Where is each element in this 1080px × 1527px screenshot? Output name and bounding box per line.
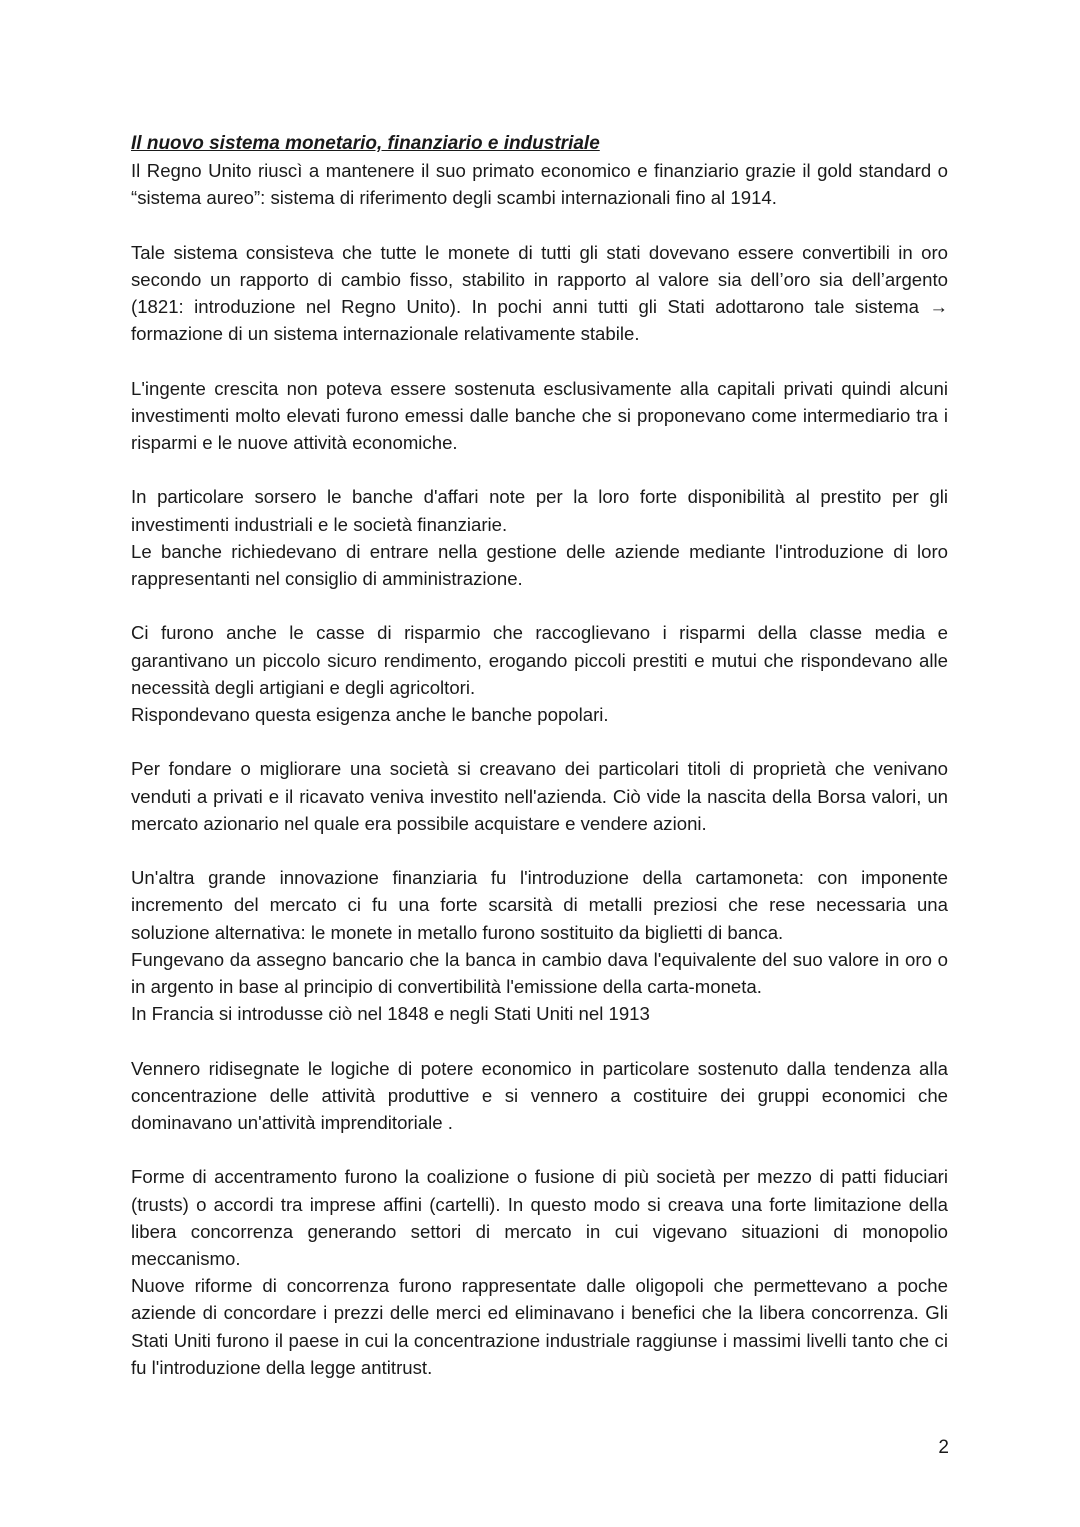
paragraph-economic-power: Vennero ridisegnate le logiche di potere economico in particolare sostenuto dalla tendenza alla concentrazione delle attività produttive e si vennero a costituire dei gruppi economici che dominavano un'attività imprenditoriale . xyxy=(131,1057,948,1133)
section-title: Il nuovo sistema monetario, finanziario e industriale xyxy=(131,133,600,154)
paragraph-trusts-cartels: Forme di accentramento furono la coalizione o fusione di più società per mezzo di patti fiduciari (trusts) o accordi tra imprese affini (cartelli). In questo modo si creava una forte limitazione della libera concorrenza generando settori di mercato in cui vigevano situazioni di monopolio meccanismo. xyxy=(131,1166,948,1269)
paragraph-paper-money: Un'altra grande innovazione finanziaria fu l'introduzione della cartamoneta: con imponente incremento del mercato ci fu una forte scarsità di metalli preziosi che rese necessaria una soluzione alternativa: le monete in metallo furono sostituito da biglietti di banca. xyxy=(131,867,948,943)
paragraph-convertibility: Tale sistema consisteva che tutte le monete di tutti gli stati dovevano essere convertibili in oro secondo un rapporto di cambio fisso, stabilito in rapporto al valore sia dell’oro sia dell’argento (1821: introduzione nel Regno Unito). In pochi anni tutti gli Stati adottarono tale sistema → formazione di un sistema internazionale relativamente stabile. xyxy=(131,241,948,345)
paragraph-savings-banks: Ci furono anche le casse di risparmio che raccoglievano i risparmi della classe media e garantivano un piccolo sicuro rendimento, erogando piccoli prestiti e mutui che rispondevano alle necessità degli artigiani e degli agricoltori. xyxy=(131,622,948,698)
paragraph-banks-intermediary: L'ingente crescita non poteva essere sostenuta esclusivamente alla capitali privati quindi alcuni investimenti molto elevati furono emessi dalle banche che si proponevano come intermediario tra i risparmi e le nuove attività economiche. xyxy=(131,377,948,453)
paragraph-france-usa: In Francia si introdusse ciò nel 1848 e negli Stati Uniti nel 1913 xyxy=(131,1003,650,1025)
paragraph-popular-banks: Rispondevano questa esigenza anche le banche popolari. xyxy=(131,704,609,725)
paragraph-stock-exchange: Per fondare o migliorare una società si creavano dei particolari titoli di proprietà che venivano venduti a privati e il ricavato veniva investito nell'azienda. Ciò vide la nascita della Borsa valori, un mercato azionario nel quale era possibile acquistare e vendere azioni. xyxy=(131,758,948,834)
paragraph-business-banks: In particolare sorsero le banche d'affari note per la loro forte disponibilità al prestito per gli investimenti industriali e le società finanziarie. xyxy=(131,486,948,535)
paragraph-bank-management: Le banche richiedevano di entrare nella gestione delle aziende mediante l'introduzione di loro rappresentanti nel consiglio di amministrazione. xyxy=(131,540,948,589)
document-page xyxy=(131,130,948,1381)
page-number: 2 xyxy=(938,1437,949,1458)
paragraph-bank-check: Fungevano da assegno bancario che la banca in cambio dava l'equivalente del suo valore in oro o in argento in base al principio di convertibilità l'emissione della carta-moneta. xyxy=(131,948,948,997)
paragraph-oligopolies: Nuove riforme di concorrenza furono rappresentate dalle oligopoli che permettevano a poche aziende di concordare i prezzi delle merci ed eliminavano i benefici che la libera concorrenza. Gli Stati Uniti furono il paese in cui la concentrazione industriale raggiunse i massimi livelli tanto che ci fu l'introduzione della legge antitrust. xyxy=(131,1275,948,1378)
paragraph-gold-standard: Il Regno Unito riuscì a mantenere il suo primato economico e finanziario grazie il gold standard o “sistema aureo”: sistema di riferimento degli scambi internazionali fino al 1914. xyxy=(131,160,948,209)
